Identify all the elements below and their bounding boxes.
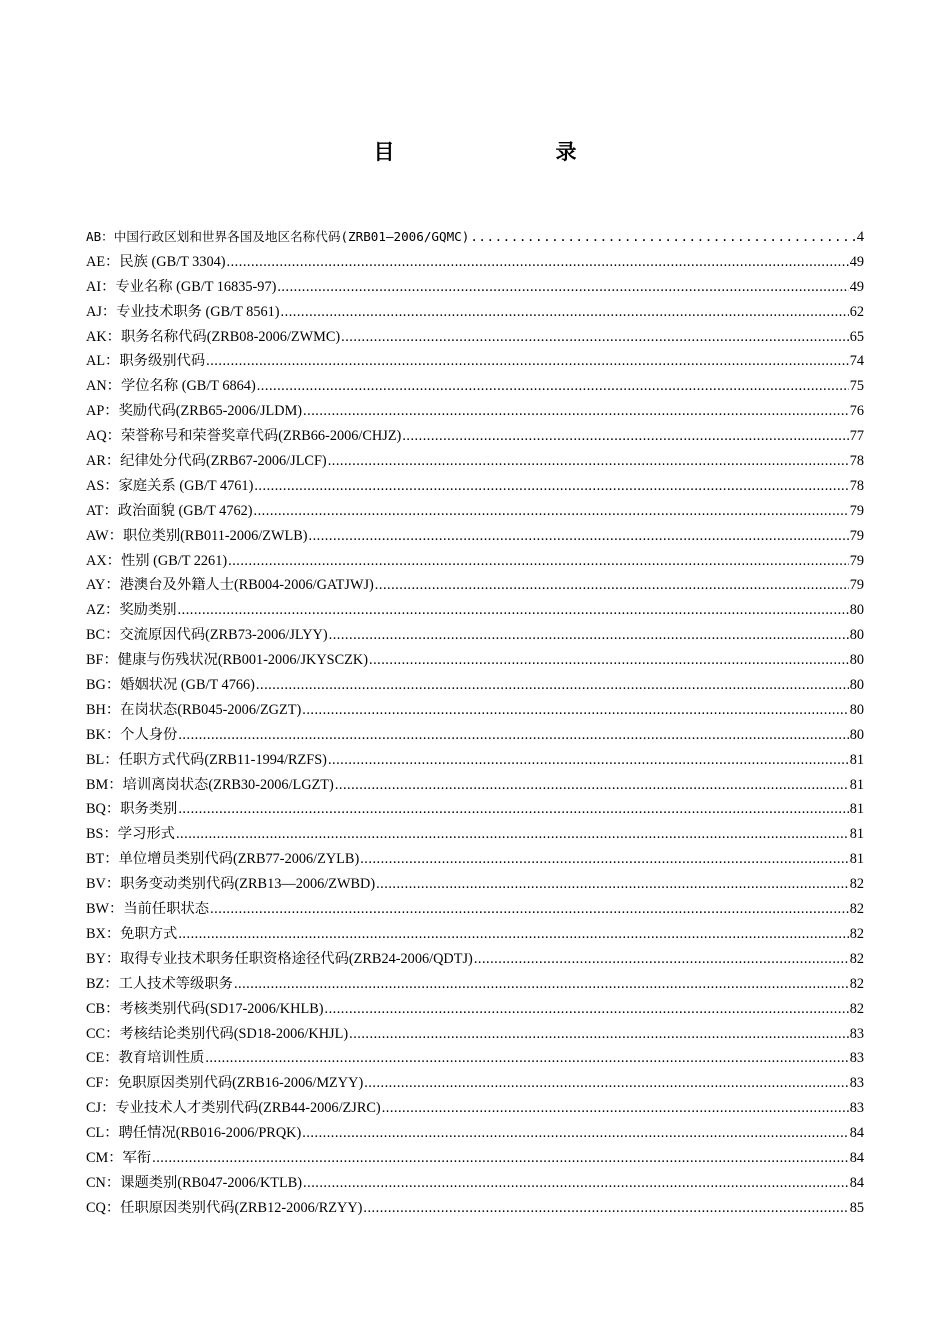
toc-entry-page-number: 80 (849, 652, 864, 669)
toc-entry-page-number: 84 (849, 1174, 864, 1191)
toc-entry[interactable] (86, 426, 864, 451)
toc-entry-label: BX：免职方式 (86, 925, 178, 942)
toc-entry[interactable] (86, 351, 864, 376)
toc-entry-label: AN：学位名称 (GB/T 6864) (86, 378, 256, 395)
toc-dot-leader (254, 476, 848, 496)
toc-entry-label: BG：婚姻状况 (GB/T 4766) (86, 677, 255, 694)
toc-entry-label: CJ：专业技术人才类别代码(ZRB44-2006/ZJRC) (86, 1100, 381, 1117)
toc-dot-leader (364, 1073, 848, 1093)
toc-entry-page-number: 62 (849, 303, 864, 320)
toc-dot-leader (257, 376, 849, 396)
toc-entry-label: AX：性别 (GB/T 2261) (86, 552, 228, 569)
toc-entry-label: AB：中国行政区划和世界各国及地区名称代码(ZRB01—2006/GQMC) (86, 229, 470, 244)
toc-entry[interactable] (86, 1173, 864, 1198)
toc-entry-label: AW：职位类别(RB011-2006/ZWLB) (86, 527, 308, 544)
toc-entry-page-number: 80 (849, 602, 864, 619)
toc-entry-page-number: 83 (849, 1075, 864, 1092)
toc-entry-page-number: 65 (849, 328, 864, 345)
toc-entry-page-number: 79 (849, 552, 864, 569)
toc-entry-label: AY：港澳台及外籍人士(RB004-2006/GATJWJ) (86, 577, 374, 594)
toc-entry-page-number: 77 (849, 428, 864, 445)
toc-entry-label: BV：职务变动类别代码(ZRB13—2006/ZWBD) (86, 876, 376, 893)
toc-entry[interactable] (86, 1148, 864, 1173)
toc-dot-leader (254, 501, 849, 521)
toc-entry-label: BM：培训离岗状态(ZRB30-2006/LGZT) (86, 776, 334, 793)
toc-dot-leader (178, 600, 849, 620)
toc-entry-page-number: 80 (849, 726, 864, 743)
toc-entry-page-number: 82 (849, 901, 864, 918)
toc-entry-label: BH：在岗状态(RB045-2006/ZGZT) (86, 701, 302, 718)
toc-entry[interactable] (86, 675, 864, 700)
toc-entry[interactable] (86, 725, 864, 750)
toc-entry[interactable] (86, 277, 864, 302)
toc-entry-label: AE：民族 (GB/T 3304) (86, 253, 226, 270)
toc-entry-label: AP：奖励代码(ZRB65-2006/JLDM) (86, 403, 303, 420)
toc-dot-leader (325, 999, 849, 1019)
toc-entry-label: CM：军衔 (86, 1149, 152, 1166)
toc-dot-leader (281, 302, 849, 322)
toc-entry[interactable] (86, 874, 864, 899)
toc-entry-page-number: 83 (849, 1100, 864, 1117)
toc-dot-leader (328, 750, 849, 770)
toc-dot-leader (329, 625, 849, 645)
toc-dot-leader (178, 924, 848, 944)
toc-entry-page-number: 4 (856, 229, 864, 245)
toc-dot-leader (360, 849, 848, 869)
toc-entry[interactable] (86, 974, 864, 999)
toc-entry-label: CN：课题类别(RB047-2006/KTLB) (86, 1174, 303, 1191)
toc-entry-label: BY：取得专业技术职务任职资格途径代码(ZRB24-2006/QDTJ) (86, 950, 473, 967)
toc-entry[interactable] (86, 799, 864, 824)
toc-dot-leader (328, 451, 849, 471)
toc-entry-label: AT：政治面貌 (GB/T 4762) (86, 502, 253, 519)
toc-entry-page-number: 80 (849, 701, 864, 718)
toc-entry[interactable] (86, 401, 864, 426)
toc-entry-label: CE：教育培训性质 (86, 1050, 205, 1067)
toc-dot-leader (152, 1148, 849, 1168)
toc-entry-page-number: 83 (849, 1050, 864, 1067)
toc-entry[interactable] (86, 551, 864, 576)
toc-entry-label: BS：学习形式 (86, 826, 175, 843)
toc-entry-page-number: 78 (849, 477, 864, 494)
toc-entry[interactable] (86, 1123, 864, 1148)
toc-dot-leader (470, 227, 856, 247)
toc-entry[interactable] (86, 327, 864, 352)
toc-dot-leader (228, 551, 849, 571)
toc-dot-leader (256, 675, 849, 695)
toc-dot-leader (302, 1123, 848, 1143)
toc-entry-label: BK：个人身份 (86, 726, 178, 743)
toc-entry[interactable] (86, 376, 864, 401)
toc-entry-page-number: 79 (849, 577, 864, 594)
toc-entry[interactable] (86, 476, 864, 501)
toc-title: 目 录 (373, 140, 647, 164)
toc-dot-leader (474, 949, 849, 969)
toc-dot-leader (205, 1048, 848, 1068)
toc-entry-page-number: 81 (849, 801, 864, 818)
toc-entry-page-number: 81 (849, 851, 864, 868)
toc-entry-page-number: 75 (849, 378, 864, 395)
toc-dot-leader (178, 725, 848, 745)
toc-dot-leader (376, 874, 849, 894)
toc-entry-label: CL：聘任情况(RB016-2006/PRQK) (86, 1125, 302, 1142)
toc-entry-label: BC：交流原因代码(ZRB73-2006/JLYY) (86, 627, 328, 644)
toc-entry-label: AL：职务级别代码 (86, 353, 206, 370)
toc-dot-leader (303, 1173, 849, 1193)
toc-dot-leader (206, 351, 849, 371)
toc-entry-page-number: 81 (849, 751, 864, 768)
toc-dot-leader (309, 526, 849, 546)
toc-entry-page-number: 79 (849, 527, 864, 544)
toc-entry-page-number: 78 (849, 453, 864, 470)
toc-entry[interactable] (86, 600, 864, 625)
toc-entry[interactable] (86, 700, 864, 725)
toc-dot-leader (341, 327, 849, 347)
toc-entry[interactable] (86, 899, 864, 924)
toc-entry-page-number: 82 (849, 925, 864, 942)
toc-entry-label: CQ：任职原因类别代码(ZRB12-2006/RZYY) (86, 1199, 363, 1216)
toc-entry[interactable] (86, 775, 864, 800)
toc-entry[interactable] (86, 1198, 864, 1223)
toc-entry-page-number: 81 (849, 776, 864, 793)
toc-entry[interactable] (86, 302, 864, 327)
toc-entry-label: AS：家庭关系 (GB/T 4761) (86, 477, 254, 494)
toc-entry[interactable] (86, 625, 864, 650)
toc-entry-page-number: 85 (849, 1199, 864, 1216)
table-of-contents (86, 227, 864, 1223)
toc-entry-page-number: 82 (849, 876, 864, 893)
toc-dot-leader (234, 974, 849, 994)
toc-entry-label: CC：考核结论类别代码(SD18-2006/KHJL) (86, 1025, 349, 1042)
toc-dot-leader (210, 899, 849, 919)
toc-dot-leader (178, 799, 848, 819)
toc-dot-leader (402, 426, 848, 446)
toc-entry-label: BL：任职方式代码(ZRB11-1994/RZFS) (86, 751, 327, 768)
toc-dot-leader (369, 650, 849, 670)
toc-entry[interactable] (86, 924, 864, 949)
toc-dot-leader (349, 1024, 849, 1044)
toc-dot-leader (303, 401, 849, 421)
toc-entry-label: CB：考核类别代码(SD17-2006/KHLB) (86, 1000, 324, 1017)
toc-entry[interactable] (86, 451, 864, 476)
toc-entry[interactable] (86, 501, 864, 526)
toc-dot-leader (176, 824, 849, 844)
toc-entry-page-number: 82 (849, 975, 864, 992)
toc-dot-leader (363, 1198, 848, 1218)
toc-entry-label: AI：专业名称 (GB/T 16835-97) (86, 278, 277, 295)
toc-entry-page-number: 80 (849, 677, 864, 694)
toc-entry-label: BQ：职务类别 (86, 801, 178, 818)
toc-entry-label: AJ：专业技术职务 (GB/T 8561) (86, 303, 280, 320)
toc-dot-leader (227, 252, 849, 272)
toc-entry[interactable] (86, 1048, 864, 1073)
toc-entry[interactable] (86, 227, 864, 252)
toc-entry[interactable] (86, 526, 864, 551)
toc-entry[interactable] (86, 1024, 864, 1049)
toc-entry-label: AZ：奖励类别 (86, 602, 177, 619)
toc-entry[interactable] (86, 1098, 864, 1123)
toc-dot-leader (335, 775, 849, 795)
toc-entry[interactable] (86, 949, 864, 974)
toc-entry-page-number: 82 (849, 950, 864, 967)
toc-entry-page-number: 84 (849, 1125, 864, 1142)
toc-entry-page-number: 79 (849, 502, 864, 519)
toc-entry-label: AK：职务名称代码(ZRB08-2006/ZWMC) (86, 328, 341, 345)
toc-entry[interactable] (86, 650, 864, 675)
toc-dot-leader (382, 1098, 849, 1118)
toc-entry[interactable] (86, 824, 864, 849)
toc-entry-page-number: 80 (849, 627, 864, 644)
toc-entry-page-number: 81 (849, 826, 864, 843)
toc-entry[interactable] (86, 999, 864, 1024)
toc-entry-label: BZ：工人技术等级职务 (86, 975, 233, 992)
toc-dot-leader (302, 700, 848, 720)
toc-entry-page-number: 49 (849, 278, 864, 295)
toc-entry[interactable] (86, 1073, 864, 1098)
toc-entry-page-number: 49 (849, 253, 864, 270)
toc-entry-label: AQ：荣誉称号和荣誉奖章代码(ZRB66-2006/CHJZ) (86, 428, 402, 445)
toc-entry[interactable] (86, 252, 864, 277)
toc-entry-page-number: 83 (849, 1025, 864, 1042)
toc-entry-page-number: 74 (849, 353, 864, 370)
toc-entry[interactable] (86, 750, 864, 775)
toc-dot-leader (375, 575, 849, 595)
toc-entry[interactable] (86, 575, 864, 600)
toc-entry-page-number: 76 (849, 403, 864, 420)
toc-entry-label: BF：健康与伤残状况(RB001-2006/JKYSCZK) (86, 652, 368, 669)
toc-entry-label: BT：单位增员类别代码(ZRB77-2006/ZYLB) (86, 851, 360, 868)
toc-dot-leader (277, 277, 848, 297)
toc-entry-label: BW：当前任职状态 (86, 901, 210, 918)
toc-entry[interactable] (86, 849, 864, 874)
toc-entry-label: CF：免职原因类别代码(ZRB16-2006/MZYY) (86, 1075, 364, 1092)
toc-entry-page-number: 84 (849, 1149, 864, 1166)
toc-entry-page-number: 82 (849, 1000, 864, 1017)
toc-entry-label: AR：纪律处分代码(ZRB67-2006/JLCF) (86, 453, 327, 470)
